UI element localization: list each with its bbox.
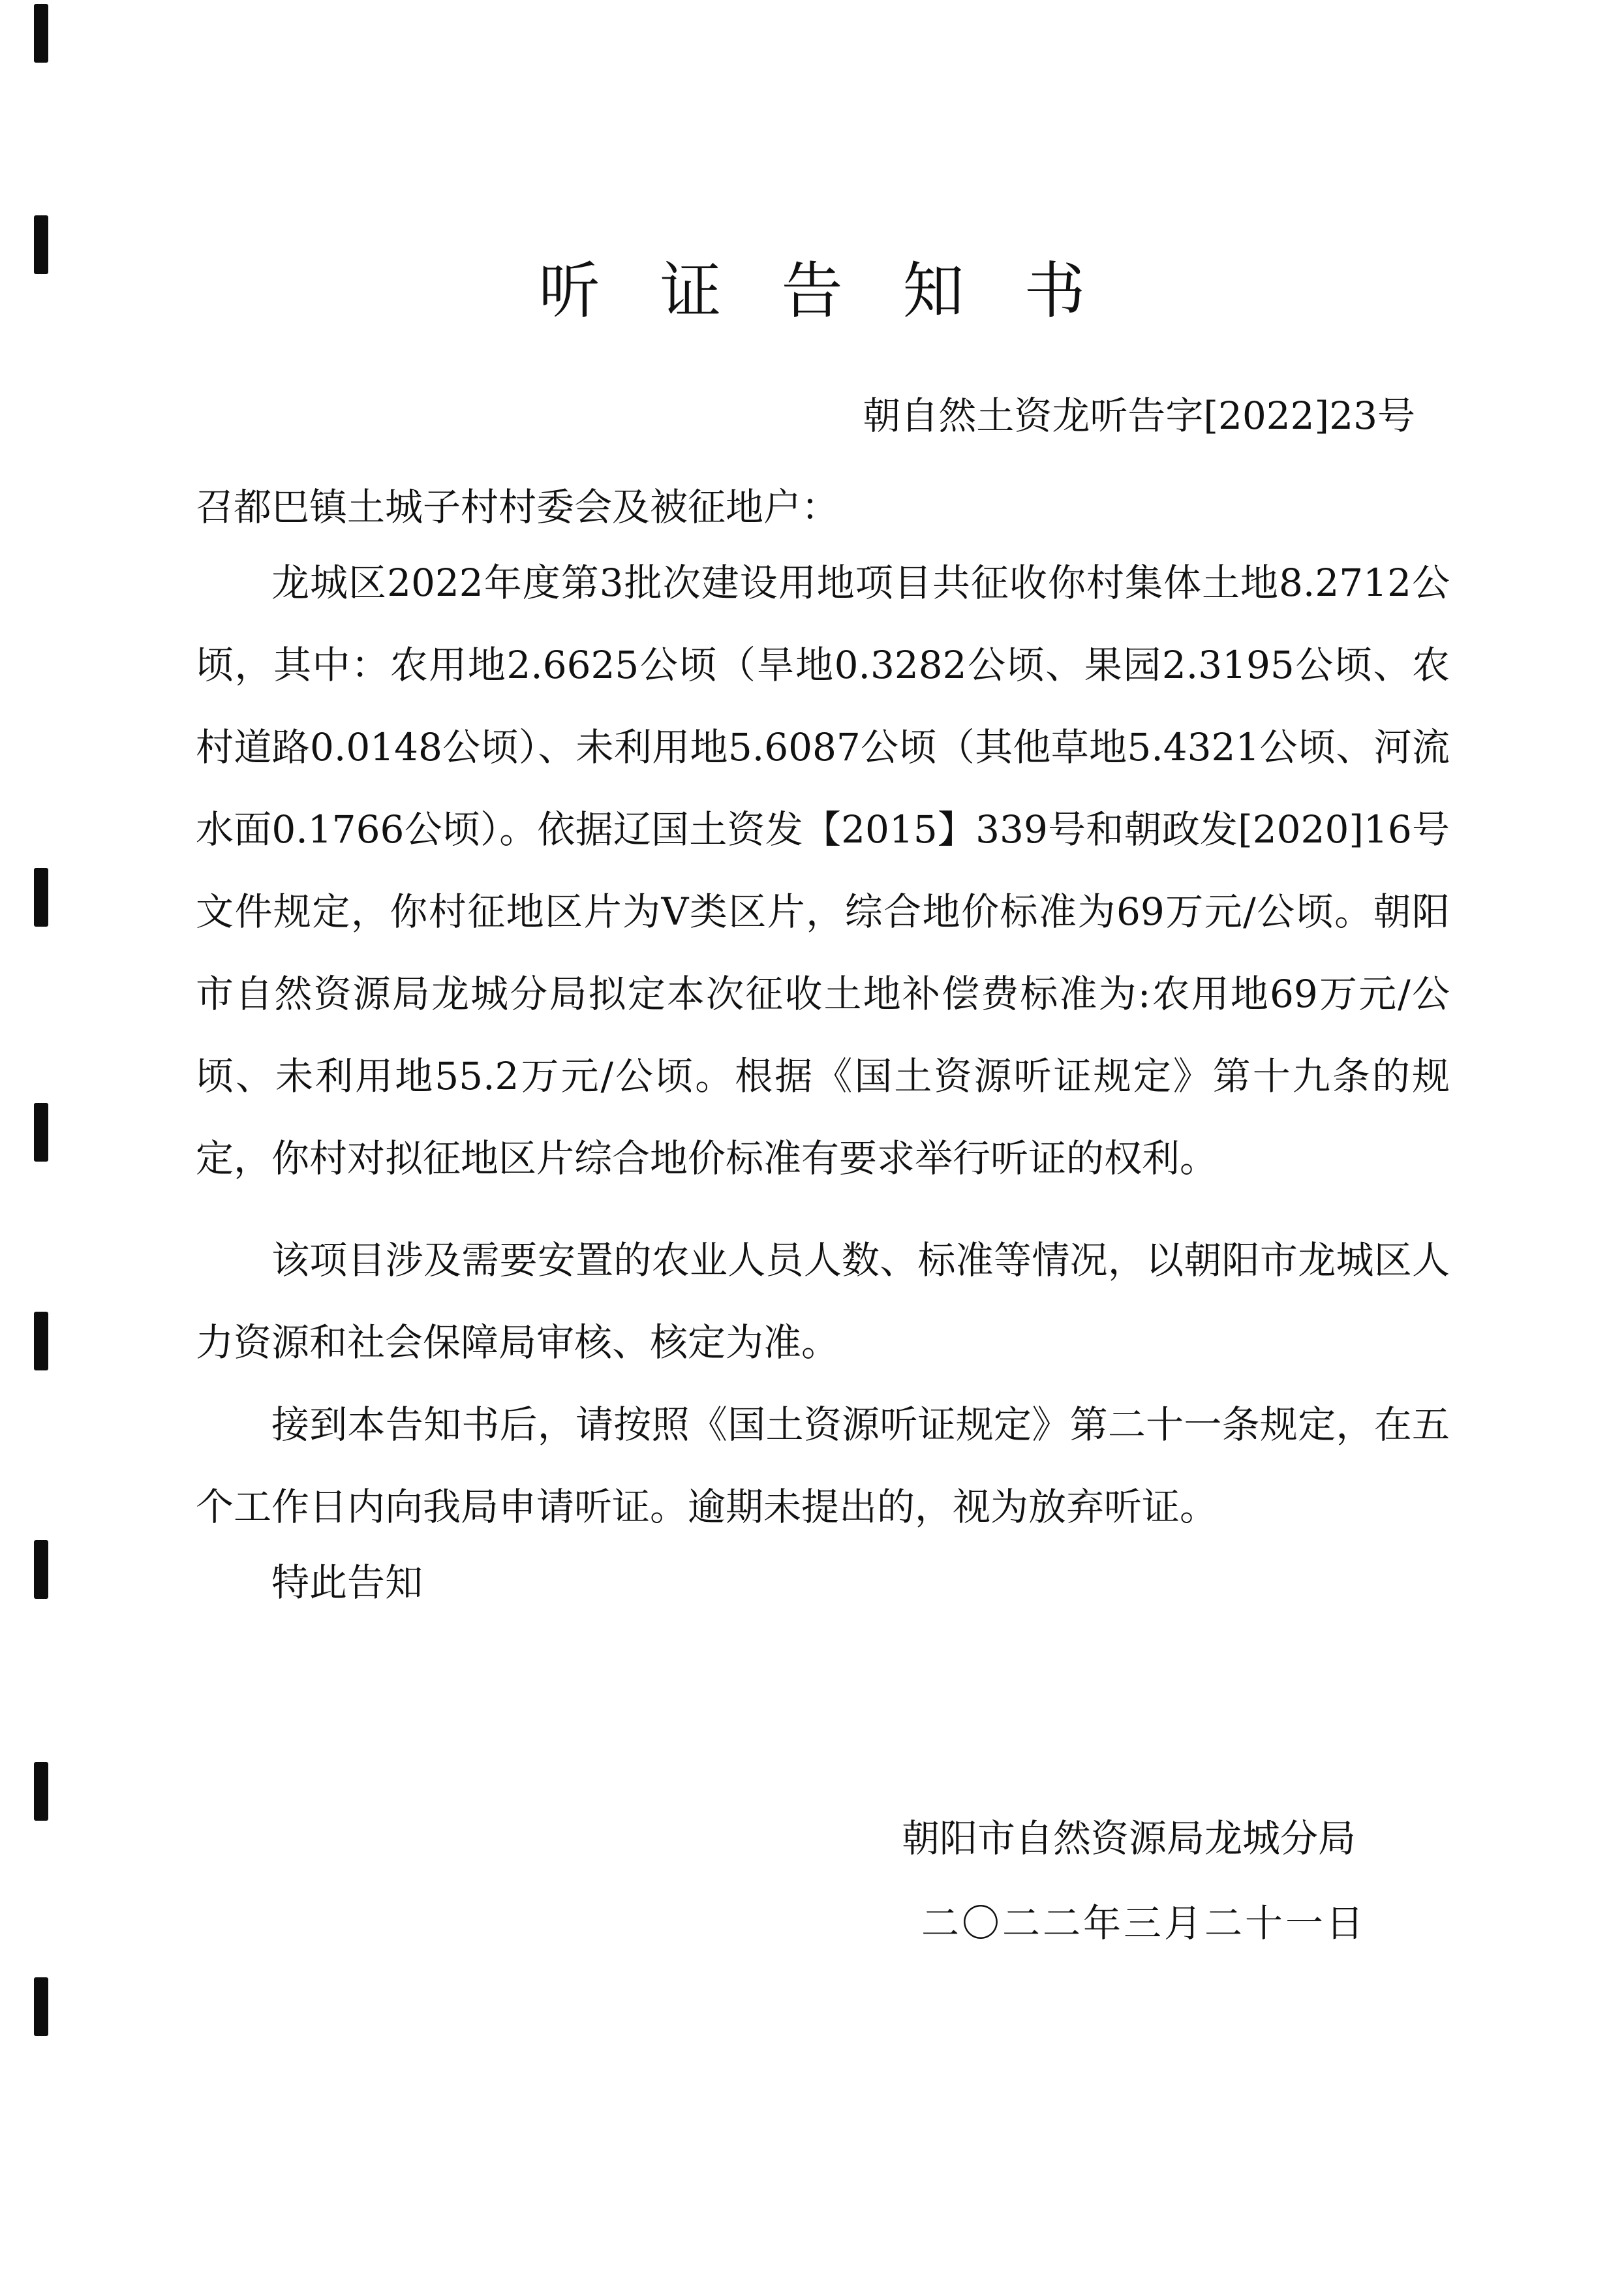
binding-hole-mark <box>34 4 48 63</box>
binding-hole-mark <box>34 1977 48 2036</box>
body-paragraph: 该项目涉及需要安置的农业人员人数、标准等情况，以朝阳市龙城区人力资源和社会保障局审核、核定为准。 <box>196 1238 1450 1365</box>
body-paragraph: 龙城区2022年度第3批次建设用地项目共征收你村集体土地8.2712公顷，其中：农用地2.6625公顷（旱地0.3282公顷、果园2.3195公顷、农村道路0.0148公顷）、未利用地5.6087公顷（其他草地5.4321公顷、河流水面0.1766公顷）。依据辽国土资发【2015】339号和朝政发[2020]16号文件规定，你村征地区片为V类区片，综合地价标准为69万元/公顷。朝阳市自然资源局龙城分局拟定本次征收土地补偿费标准为:农用地69万元/公顷、未利用地55.2万元/公顷。根据《国土资源听证规定》第十九条的规定，你村对拟征地区片综合地价标准有要求举行听证的权利。 <box>196 561 1450 1181</box>
document-title: 听证告知书 <box>538 256 1146 327</box>
binding-hole-mark <box>34 1312 48 1370</box>
binding-hole-mark <box>34 1103 48 1162</box>
signature-organization: 朝阳市自然资源局龙城分局 <box>902 1816 1356 1861</box>
closing-line: 特此告知 <box>271 1560 423 1605</box>
document-number: 朝自然土资龙听告字[2022]23号 <box>863 394 1415 438</box>
addressee: 召都巴镇土城子村村委会及被征地户： <box>196 485 840 529</box>
binding-hole-mark <box>34 868 48 927</box>
binding-hole-mark <box>34 1540 48 1599</box>
binding-hole-mark <box>34 1762 48 1821</box>
body-paragraph: 接到本告知书后，请按照《国土资源听证规定》第二十一条规定，在五个工作日内向我局申请听证。逾期未提出的，视为放弃听证。 <box>196 1402 1450 1529</box>
signature-date: 二〇二二年三月二十一日 <box>921 1901 1367 1945</box>
